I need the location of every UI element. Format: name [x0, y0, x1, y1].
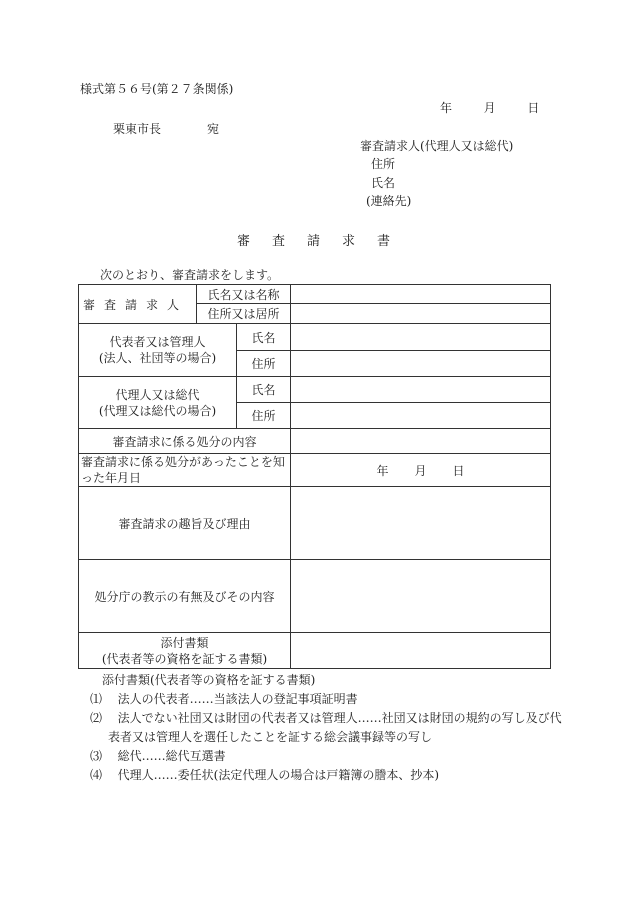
- agent-address-label: 住所: [237, 403, 291, 429]
- intro-text: 次のとおり、審査請求をします。: [100, 268, 280, 282]
- representative-cell: [79, 324, 237, 377]
- representative-note: (法人、社団等の場合): [98, 351, 217, 365]
- address-or-residence-label: 住所又は居所: [197, 304, 291, 324]
- note-number: ⑷: [90, 768, 103, 782]
- date-month-label: 月: [414, 463, 427, 478]
- note-continuation: 表者又は管理人を選任したことを証する総会議事録等の写し: [108, 730, 433, 744]
- purpose-reason-label: 審査請求の趣旨及び理由: [79, 487, 291, 560]
- instruction-field[interactable]: [291, 560, 551, 633]
- table-row: [79, 487, 551, 560]
- table-row: [79, 454, 551, 487]
- list-item: [90, 690, 358, 707]
- representative-name-field[interactable]: [291, 324, 551, 351]
- name-or-title-label: 氏名又は名称: [197, 285, 291, 304]
- representative-name-label: 氏名: [237, 324, 291, 351]
- purpose-reason-field[interactable]: [291, 487, 551, 560]
- note-text: 法人でない社団又は財団の代表者又は管理人……社団又は財団の規約の写し及び代: [117, 711, 562, 725]
- note-number: ⑶: [90, 749, 103, 763]
- document-title: 審査請求書: [237, 234, 413, 249]
- agent-address-field[interactable]: [291, 403, 551, 429]
- list-item: [90, 766, 439, 783]
- table-row: [79, 429, 551, 454]
- list-item: [90, 747, 226, 764]
- requester-label: 審査請求人(代理人又は総代): [360, 139, 514, 153]
- date-month-label: 月: [483, 101, 496, 115]
- table-row: [79, 285, 551, 304]
- disposition-date-label: 審査請求に係る処分があったことを知った年月日: [79, 454, 291, 487]
- date-day-label: 日: [452, 463, 465, 478]
- name-or-title-field[interactable]: [291, 285, 551, 304]
- agent-name-label: 氏名: [237, 377, 291, 403]
- addressee-suffix: 宛: [207, 122, 220, 136]
- agent-label: 代理人又は総代: [115, 387, 200, 402]
- disposition-date-field[interactable]: [291, 454, 551, 487]
- date-day-label: 日: [527, 101, 540, 115]
- table-row: [79, 324, 551, 351]
- table-row: [79, 377, 551, 403]
- table-row: [79, 560, 551, 633]
- agent-cell: [79, 377, 237, 429]
- note-text: 総代……総代互選書: [117, 749, 226, 763]
- disposition-content-field[interactable]: [291, 429, 551, 454]
- notes-heading: 添付書類(代表者等の資格を証する書類): [102, 673, 316, 687]
- agent-note: (代理又は総代の場合): [98, 403, 217, 418]
- representative-address-field[interactable]: [291, 351, 551, 377]
- note-text: 法人の代表者……当該法人の登記事項証明書: [117, 692, 358, 706]
- note-text: 代理人……委任状(法定代理人の場合は戸籍簿の謄本、抄本): [117, 768, 440, 782]
- date-year-label: 年: [440, 101, 453, 115]
- agent-name-field[interactable]: [291, 377, 551, 403]
- requester-address-label: 住所: [371, 157, 396, 171]
- requester-contact-label: (連絡先): [366, 194, 412, 208]
- representative-address-label: 住所: [237, 351, 291, 377]
- requester-name-label: 氏名: [371, 176, 396, 190]
- requester-cell: 審査請求人: [79, 285, 197, 324]
- instruction-label: 処分庁の教示の有無及びその内容: [79, 560, 291, 633]
- representative-label: 代表者又は管理人: [109, 335, 206, 349]
- note-number: ⑴: [90, 692, 103, 706]
- disposition-content-label: 審査請求に係る処分の内容: [79, 429, 291, 454]
- attachments-cell: [79, 633, 291, 669]
- attachments-field[interactable]: [291, 633, 551, 669]
- attachments-note: (代表者等の資格を証する書類): [101, 651, 268, 666]
- addressee-name: 栗東市長: [113, 122, 162, 136]
- table-row: [79, 633, 551, 669]
- date-header: [440, 99, 539, 116]
- list-item: [90, 709, 562, 726]
- address-or-residence-field[interactable]: [291, 304, 551, 324]
- note-number: ⑵: [90, 711, 103, 725]
- attachments-label: 添付書類: [160, 635, 209, 650]
- form-number: 様式第５６号(第２７条関係): [80, 82, 234, 96]
- request-form-table: [78, 284, 551, 669]
- date-year-label: 年: [376, 463, 389, 478]
